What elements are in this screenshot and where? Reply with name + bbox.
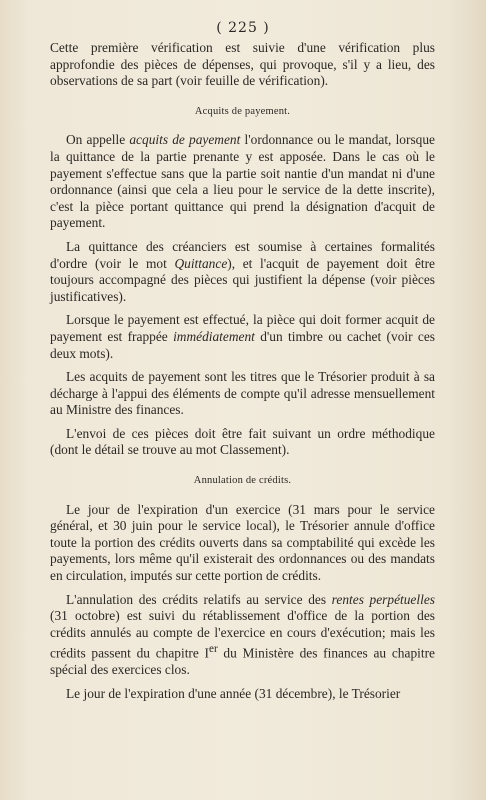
text-run: (31 octobre) est suivi du rétablissement d'office de la portion des crédits annulés au compte de l'exercice en cours d'exécution; mais les crédits passent du chapitre I (50, 608, 435, 661)
text-run: La quittance des créanciers est soumise à certaines formalités d'ordre (voir le mot (50, 238, 435, 271)
text-run: ), et l'acquit de payement doit être toujours accompagné des pièces qui justifient la dépense (voir pièces justificatives). (50, 255, 436, 304)
paragraph-quittance (50, 239, 435, 305)
italic-term: acquits de payement (129, 132, 241, 148)
text-run: L'annulation des crédits relatifs au service des (66, 591, 332, 607)
paragraph-rentes-perpetuelles (50, 592, 435, 679)
text-run: du Ministère des finances au chapitre spécial des exercices clos. (50, 645, 435, 678)
paragraph-expiration-exercice: Le jour de l'expiration d'un exercice (31 mars pour le service général, et 30 juin pour le service local), le Trésorier annule d'office toute la portion des crédits ouverts dans sa comptabilité qui excède les payements, lors même qu'il existerait des ordonnances ou des mandats en circulation, imputés sur cette portion de crédits. (50, 501, 435, 584)
paragraph-titres-tresorier: Les acquits de payement sont les titres que le Trésorier produit à sa décharge à l'appui des éléments de compte qu'il adresse mensuellement au Ministre des finances. (50, 369, 435, 418)
italic-term: Quittance (174, 255, 228, 271)
italic-term: immédiatement (173, 328, 255, 344)
text-run: l'ordonnance ou le mandat, lorsque la quittance de la partie prenante y est apposée. Dans le cas où le payement s'effectue sans que la partie soit nantie d'un mandat ni d'une ordonnance (ainsi que cela a lieu pour le service de la dette inscrite), c'est la pièce portant quittance qui prend la désignation d'acquit de payement. (50, 132, 435, 231)
paragraph-envoi-pieces: L'envoi de ces pièces doit être fait suivant un ordre méthodique (dont le détail se trouve au mot Classement). (50, 425, 435, 458)
intro-paragraph: Cette première vérification est suivie d'une vérification plus approfondie des pièces de dépenses, qui provoque, s'il y a lieu, des observations de sa part (voir feuille de vérification). (50, 40, 435, 89)
text-run: Lorsque le payement est effectué, la pièce qui doit former acquit de payement est frappée (50, 312, 435, 344)
paragraph-expiration-annee: Le jour de l'expiration d'une année (31 décembre), le Trésorier (66, 686, 401, 702)
italic-term: rentes perpétuelles (331, 591, 435, 607)
superscript: er (209, 643, 218, 656)
paragraph-acquits-definition (50, 132, 435, 232)
page-number: ( 225 ) (216, 20, 270, 36)
text-run: On appelle (66, 132, 130, 148)
paragraph-payement-effectue (50, 312, 435, 362)
page-body (50, 40, 435, 703)
section-title-annulation: Annulation de crédits. (193, 475, 292, 487)
text-run: d'un timbre ou cachet (voir ces deux mots). (50, 328, 436, 361)
section-title-acquits: Acquits de payement. (194, 105, 291, 117)
